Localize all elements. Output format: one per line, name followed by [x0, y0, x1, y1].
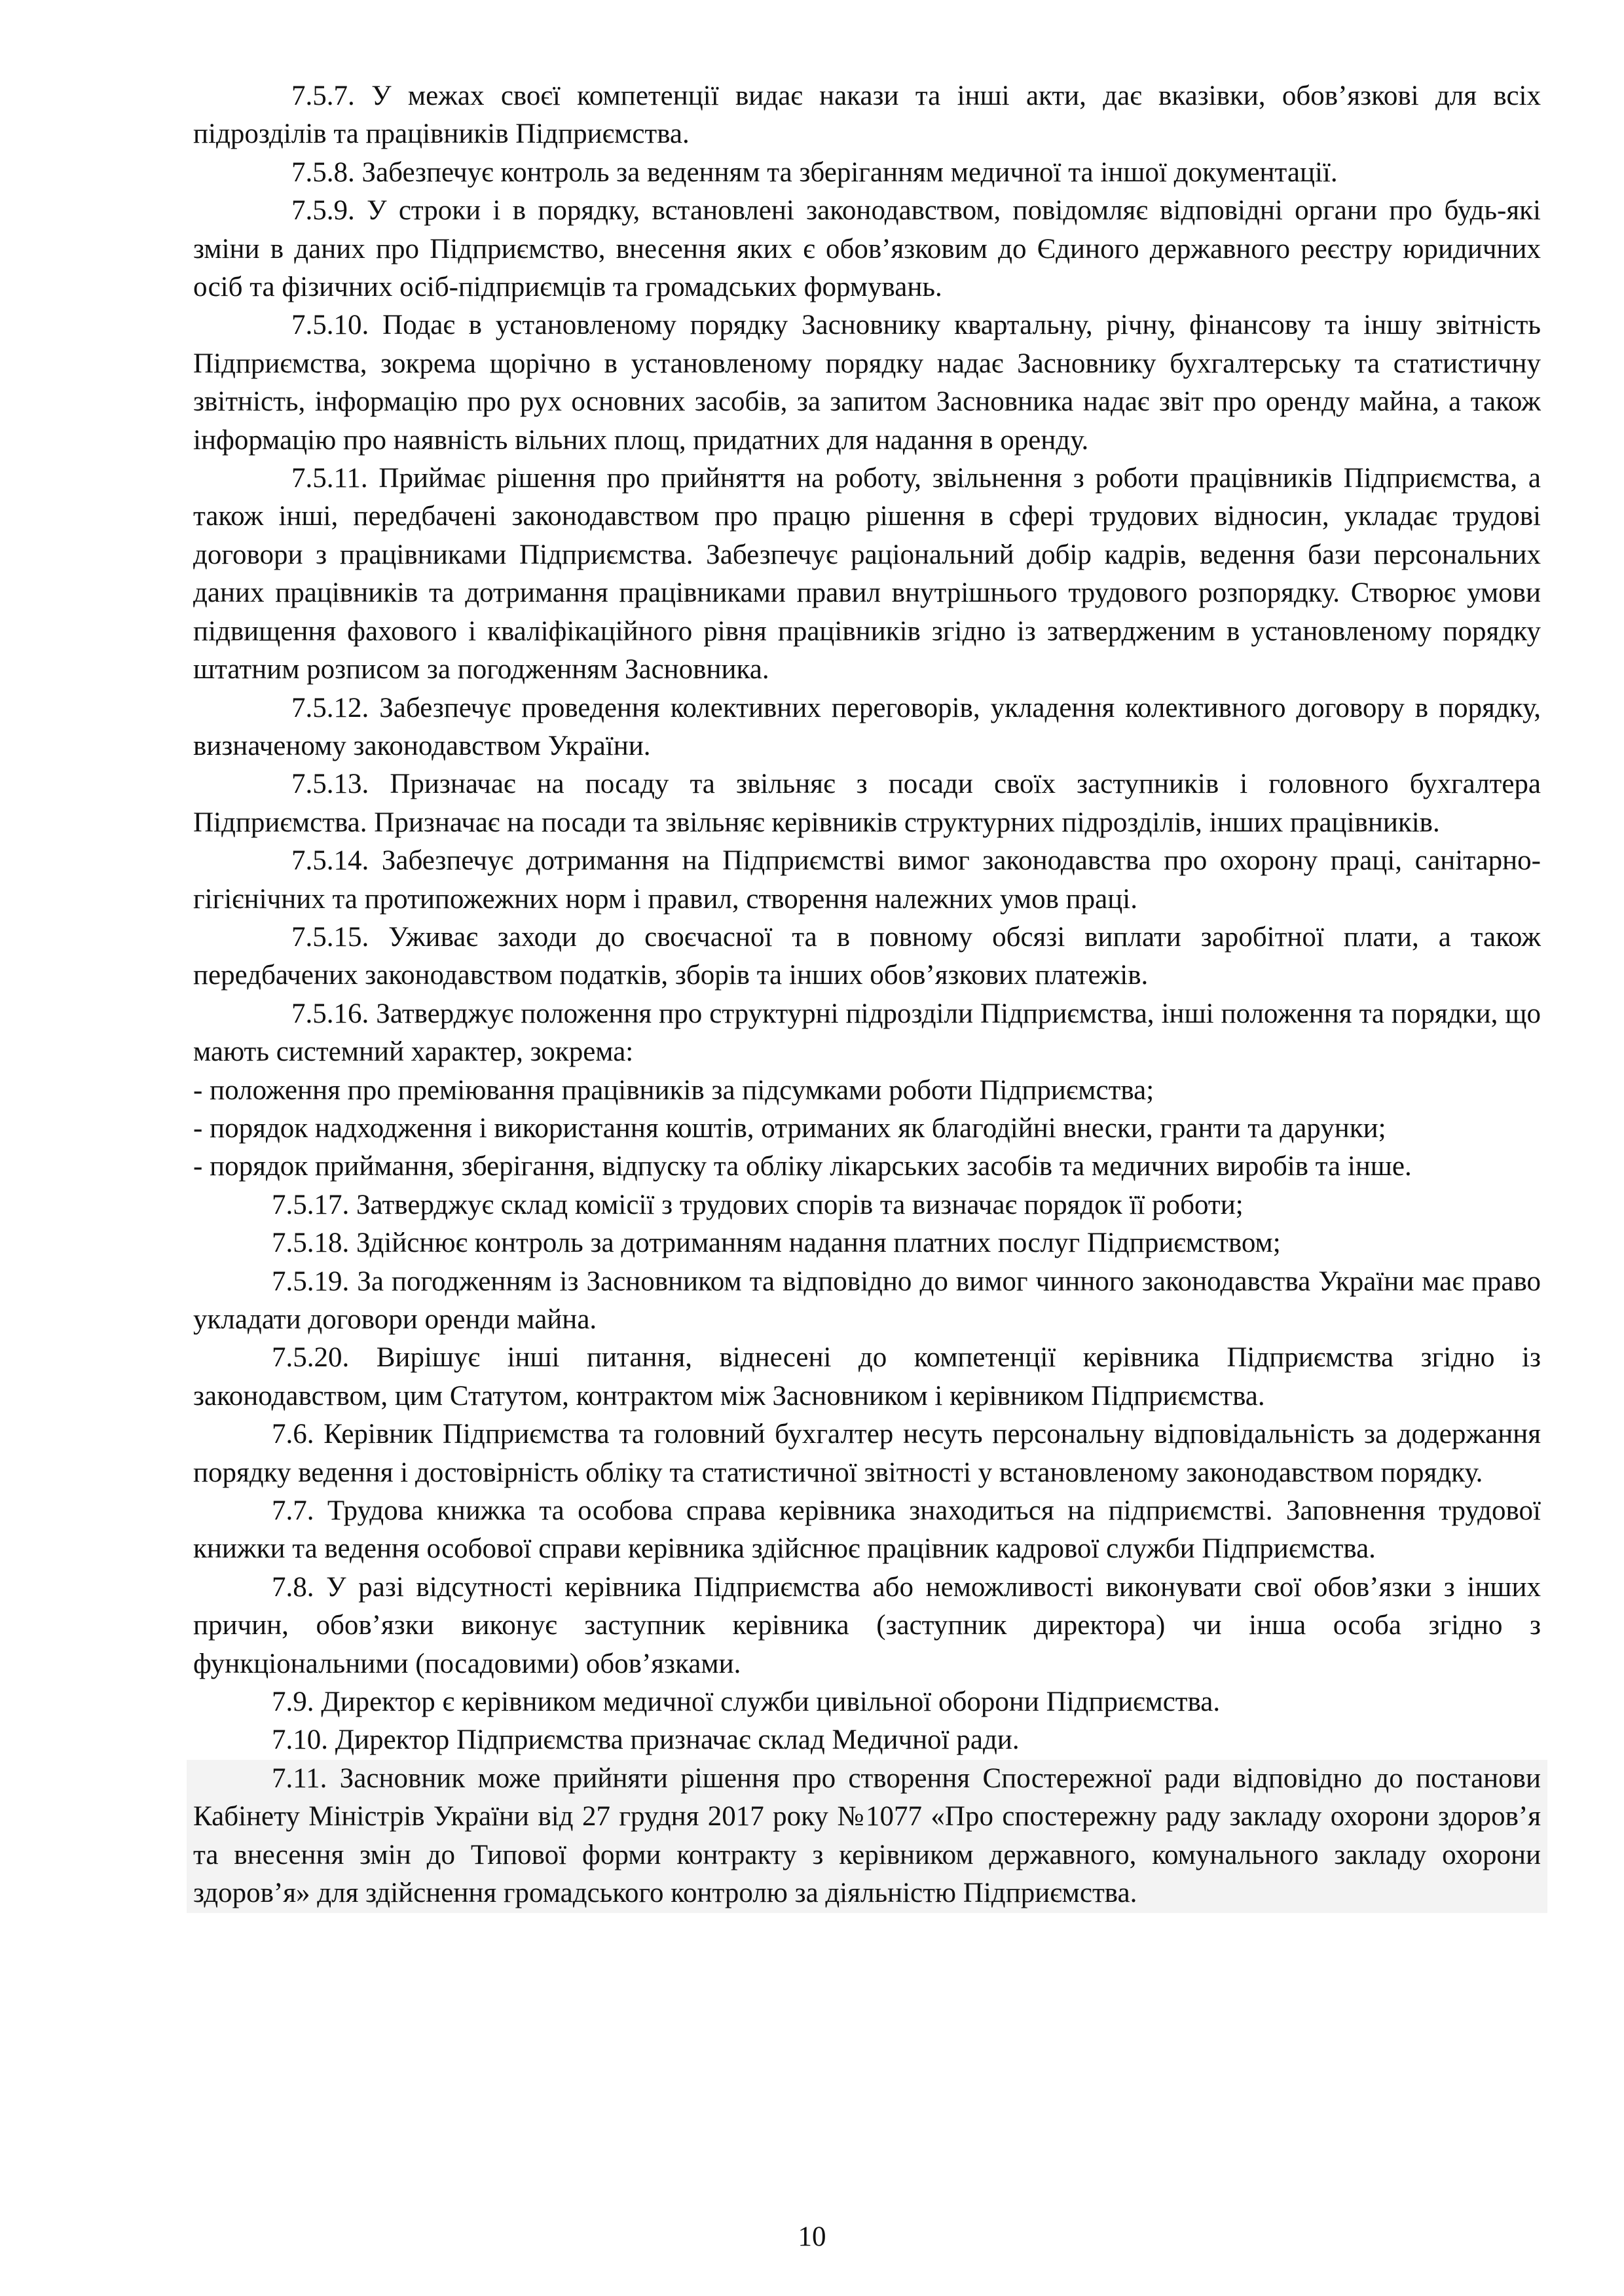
paragraph: 7.5.19. За погодженням із Засновником та відповідно до вимог чинного законодавства України має право укладати договори оренди майна.: [193, 1266, 1541, 1335]
paragraph: 7.5.20. Вирішує інші питання, віднесені до компетенції керівника Підприємства згідно із законодавством, цим Статутом, контрактом між Засновником і керівником Підприємства.: [193, 1342, 1541, 1412]
paragraph: 7.10. Директор Підприємства призначає склад Медичної ради.: [272, 1724, 1020, 1756]
list-item: - порядок приймання, зберігання, відпуску та обліку лікарських засобів та медичних виробів та інше.: [193, 1151, 1412, 1182]
paragraph: 7.5.14. Забезпечує дотримання на Підприємстві вимог законодавства про охорону праці, санітарно-гігієнічних та протипожежних норм і правил, створення належних умов праці.: [193, 845, 1541, 915]
paragraph: 7.5.11. Приймає рішення про прийняття на роботу, звільнення з роботи працівників Підприємства, а також інші, передбачені законодавством про працю рішення в сфері трудових відносин, укладає трудові договори з працівниками Підприємства. Забезпечує раціональний добір кадрів, ведення бази персональних даних працівників та дотримання працівниками правил внутрішнього трудового розпорядку. Створює умови підвищення фахового і кваліфікаційного рівня працівників згідно із затвердженим в установленому порядку штатним розписом за погодженням Засновника.: [193, 463, 1541, 685]
paragraph: 7.5.17. Затверджує склад комісії з трудових спорів та визначає порядок її роботи;: [272, 1189, 1244, 1220]
paragraph: 7.5.10. Подає в установленому порядку Засновнику квартальну, річну, фінансову та іншу звітність Підприємства, зокрема щорічно в установленому порядку надає Засновнику бухгалтерську та статистичну звітність, інформацію про рух основних засобів, за запитом Засновника надає звіт про оренду майна, а також інформацію про наявність вільних площ, придатних для надання в оренду.: [193, 310, 1541, 456]
paragraph: 7.6. Керівник Підприємства та головний бухгалтер несуть персональну відповідальність за додержання порядку ведення і достовірність обліку та статистичної звітності у встановленому законодавством порядку.: [193, 1419, 1541, 1488]
paragraph: 7.5.18. Здійснює контроль за дотриманням надання платних послуг Підприємством;: [272, 1228, 1281, 1259]
paragraph: 7.8. У разі відсутності керівника Підприємства або неможливості виконувати свої обов’язки з інших причин, обов’язки виконує заступник керівника (заступник директора) чи інша особа згідно з функціональними (посадовими) обов’язками.: [193, 1571, 1541, 1679]
paragraph: 7.5.12. Забезпечує проведення колективних переговорів, укладення колективного договору в порядку, визначеному законодавством України.: [193, 692, 1541, 761]
paragraph: 7.7. Трудова книжка та особова справа керівника знаходиться на підприємстві. Заповнення трудової книжки та ведення особової справи керівника здійснює працівник кадрової служби Підприємства.: [193, 1495, 1541, 1565]
document-body: [193, 77, 1541, 1913]
paragraph: 7.5.16. Затверджує положення про структурні підрозділи Підприємства, інші положення та порядки, що мають системний характер, зокрема:: [193, 998, 1541, 1068]
paragraph: 7.5.9. У строки і в порядку, встановлені законодавством, повідомляє відповідні органи про будь-які зміни в даних про Підприємство, внесення яких є обов’язковим до Єдиного державного реєстру юридичних осіб та фізичних осіб-підприємців та громадських формувань.: [193, 195, 1541, 303]
paragraph: 7.5.13. Призначає на посаду та звільняє з посади своїх заступників і головного бухгалтера Підприємства. Призначає на посади та звільняє керівників структурних підрозділів, інших працівників.: [193, 769, 1541, 838]
page-number: 10: [798, 2221, 826, 2252]
paragraph: 7.5.8. Забезпечує контроль за веденням та зберіганням медичної та іншої документації.: [291, 156, 1338, 188]
paragraph: 7.9. Директор є керівником медичної служби цивільної оборони Підприємства.: [272, 1686, 1221, 1718]
list-item: - положення про преміювання працівників за підсумками роботи Підприємства;: [193, 1074, 1154, 1106]
paragraph: 7.5.7. У межах своєї компетенції видає накази та інші акти, дає вказівки, обов’язкові для всіх підрозділів та працівників Підприємства.: [193, 81, 1541, 150]
paragraph: 7.5.15. Уживає заходи до своєчасної та в повному обсязі виплати заробітної плати, а також передбачених законодавством податків, зборів та інших обов’язкових платежів.: [193, 921, 1541, 991]
list-item: - порядок надходження і використання коштів, отриманих як благодійні внески, гранти та дарунки;: [193, 1112, 1386, 1144]
paragraph: 7.11. Засновник може прийняти рішення про створення Спостережної ради відповідно до постанови Кабінету Міністрів України від 27 грудня 2017 року №1077 «Про спостережну раду закладу охорони здоров’я та внесення змін до Типової форми контракту з керівником державного, комунального закладу охорони здоров’я» для здійснення громадського контролю за діяльністю Підприємства.: [187, 1760, 1547, 1913]
